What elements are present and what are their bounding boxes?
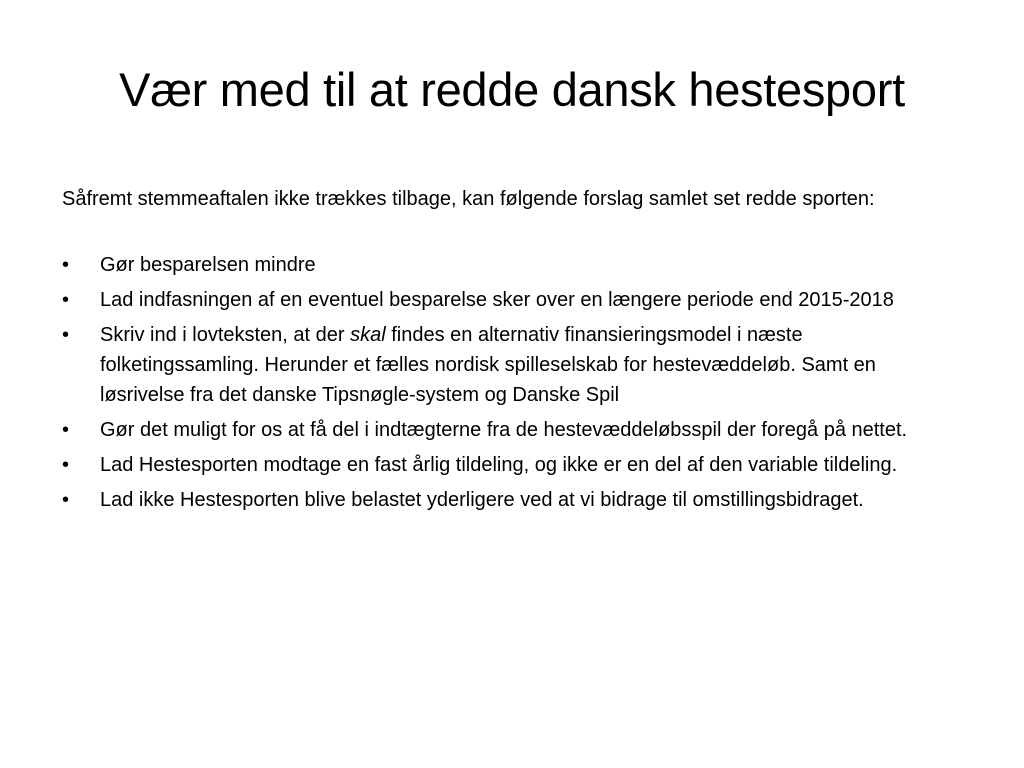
bullet-item-6: [62, 485, 962, 515]
bullet-text-lead: Skriv ind i lovteksten, at der: [100, 324, 351, 346]
bullet-icon: •: [62, 489, 70, 511]
bullet-item-1: [62, 250, 962, 280]
bullet-text-rest: findes en alternativ finansieringsmodel i næste folketingssamling. Herunder et fælles nordisk spilleselskab for hestevæddeløb. Samt en løsrivelse fra det danske Tipsnøgle-system og Danske Spil: [100, 324, 876, 406]
bullet-item-2: [62, 285, 962, 315]
bullet-icon: •: [62, 254, 70, 276]
bullet-icon: •: [62, 289, 70, 311]
bullet-text: [100, 324, 876, 406]
bullet-list: [62, 250, 962, 515]
bullet-item-4: [62, 415, 962, 445]
bullet-text: Gør besparelsen mindre: [100, 254, 316, 276]
bullet-text: Lad indfasningen af en eventuel besparelse sker over en længere periode end 2015-2018: [100, 289, 894, 311]
intro-paragraph: Såfremt stemmeaftalen ikke trækkes tilbage, kan følgende forslag samlet set redde sporten:: [62, 188, 875, 210]
bullet-icon: •: [62, 419, 70, 441]
bullet-item-5: [62, 450, 962, 480]
bullet-text: Lad Hestesporten modtage en fast årlig tildeling, og ikke er en del af den variable tildeling.: [100, 454, 898, 476]
bullet-icon: •: [62, 324, 70, 346]
bullet-text: Gør det muligt for os at få del i indtægterne fra de hestevæddeløbsspil der foregå på nettet.: [100, 419, 908, 441]
bullet-icon: •: [62, 454, 70, 476]
slide-title: Vær med til at redde dansk hestesport: [119, 63, 905, 116]
bullet-text: Lad ikke Hestesporten blive belastet yderligere ved at vi bidrage til omstillingsbidraget.: [100, 489, 864, 511]
slide-body: [62, 184, 962, 520]
bullet-item-3: [62, 320, 962, 410]
emphasis-word: skal: [350, 324, 386, 346]
